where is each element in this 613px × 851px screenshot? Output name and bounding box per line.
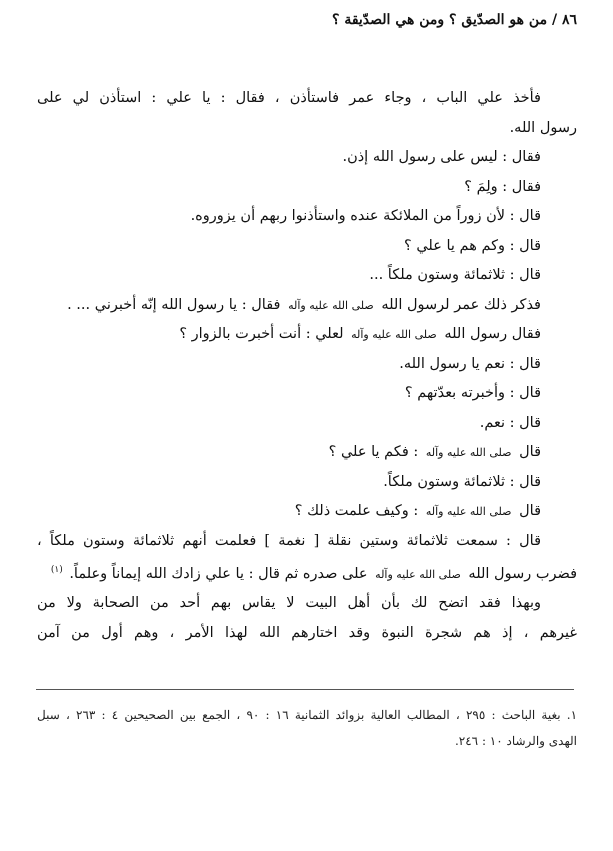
- page-header: ٨٦ / من هو الصدّيق ؟ ومن هي الصدّيقة ؟: [332, 12, 577, 28]
- text-segment: فقال : يا رسول الله إنّه أخبرني ... .: [67, 296, 281, 313]
- text-segment: فضرب رسول الله: [468, 565, 577, 582]
- text-line: [37, 438, 577, 468]
- footnote-line: الهدى والرشاد ١٠ : ٢٤٦.: [454, 734, 577, 748]
- text-line: غيرهم ، إذ هم شجرة النبوة وقد اختارهم الله لهذا الأمر ، وهم أول من آمن: [37, 624, 577, 641]
- salawat-mark: صلى الله عليه وآله: [425, 446, 512, 459]
- text-line: قال : ثلاثمائة وستون ملكاً ...: [369, 267, 541, 283]
- salawat-mark: صلى الله عليه وآله: [288, 298, 374, 312]
- text-segment: قال: [519, 444, 541, 460]
- text-segment: : وكيف علمت ذلك ؟: [294, 503, 419, 519]
- text-segment: : فكم يا علي ؟: [328, 444, 419, 460]
- text-line: قال : وأخبرته بعدّتهم ؟: [404, 385, 541, 401]
- salawat-mark: صلى الله عليه وآله: [425, 505, 512, 518]
- main-text: [37, 84, 577, 648]
- text-line: قال : سمعت ثلاثمائة وستين نقلة [ نغمة ] فعلمت أنهم ثلاثمائة وستون ملكاً ،: [37, 532, 541, 549]
- text-line: قال : نعم.: [479, 414, 541, 431]
- text-line: فأخذ علي الباب ، وجاء عمر فاستأذن ، فقال : يا علي : استأذن لي على: [37, 90, 541, 106]
- text-line: قال : لأن زوراً من الملائكة عنده واستأذنوا ربهم أن يزوروه.: [190, 208, 541, 224]
- text-line: فقال : ولِمَ ؟: [464, 178, 541, 195]
- text-line: رسول الله.: [509, 119, 577, 136]
- footnote-marker: (١): [50, 565, 63, 575]
- text-line: قال : نعم يا رسول الله.: [399, 355, 541, 372]
- footnote: [37, 702, 577, 754]
- footnote-divider: [36, 689, 574, 690]
- text-line: قال : ثلاثمائة وستون ملكاً.: [383, 473, 541, 490]
- text-line: [37, 320, 577, 350]
- footnote-line: ١. بغية الباحث : ٢٩٥ ، المطالب العالية بزوائد الثمانية ١٦ : ٩٠ ، الجمع بين الصحيحين ٤ : ٢٦٣ ، سبل: [37, 708, 577, 722]
- text-segment: فقال رسول الله: [444, 326, 541, 342]
- text-line: [37, 497, 577, 527]
- text-segment: على صدره ثم قال : يا علي زادك الله إيماناً وعلماً.: [69, 565, 368, 582]
- text-line: وبهذا فقد اتضح لك بأن أهل البيت لا يقاس بهم أحد من الصحابة ولا من: [37, 595, 541, 612]
- text-segment: لعلي : أنت أخبرت بالزوار ؟: [179, 326, 344, 342]
- text-line: [37, 556, 577, 589]
- text-line: فقال : ليس على رسول الله إذن.: [342, 149, 541, 165]
- text-line: قال : وكم هم يا علي ؟: [404, 237, 541, 254]
- text-segment: فذكر ذلك عمر لرسول الله: [381, 296, 541, 313]
- salawat-mark: صلى الله عليه وآله: [351, 328, 437, 341]
- salawat-mark: صلى الله عليه وآله: [375, 567, 461, 581]
- text-line: [37, 291, 577, 321]
- text-segment: قال: [519, 503, 541, 519]
